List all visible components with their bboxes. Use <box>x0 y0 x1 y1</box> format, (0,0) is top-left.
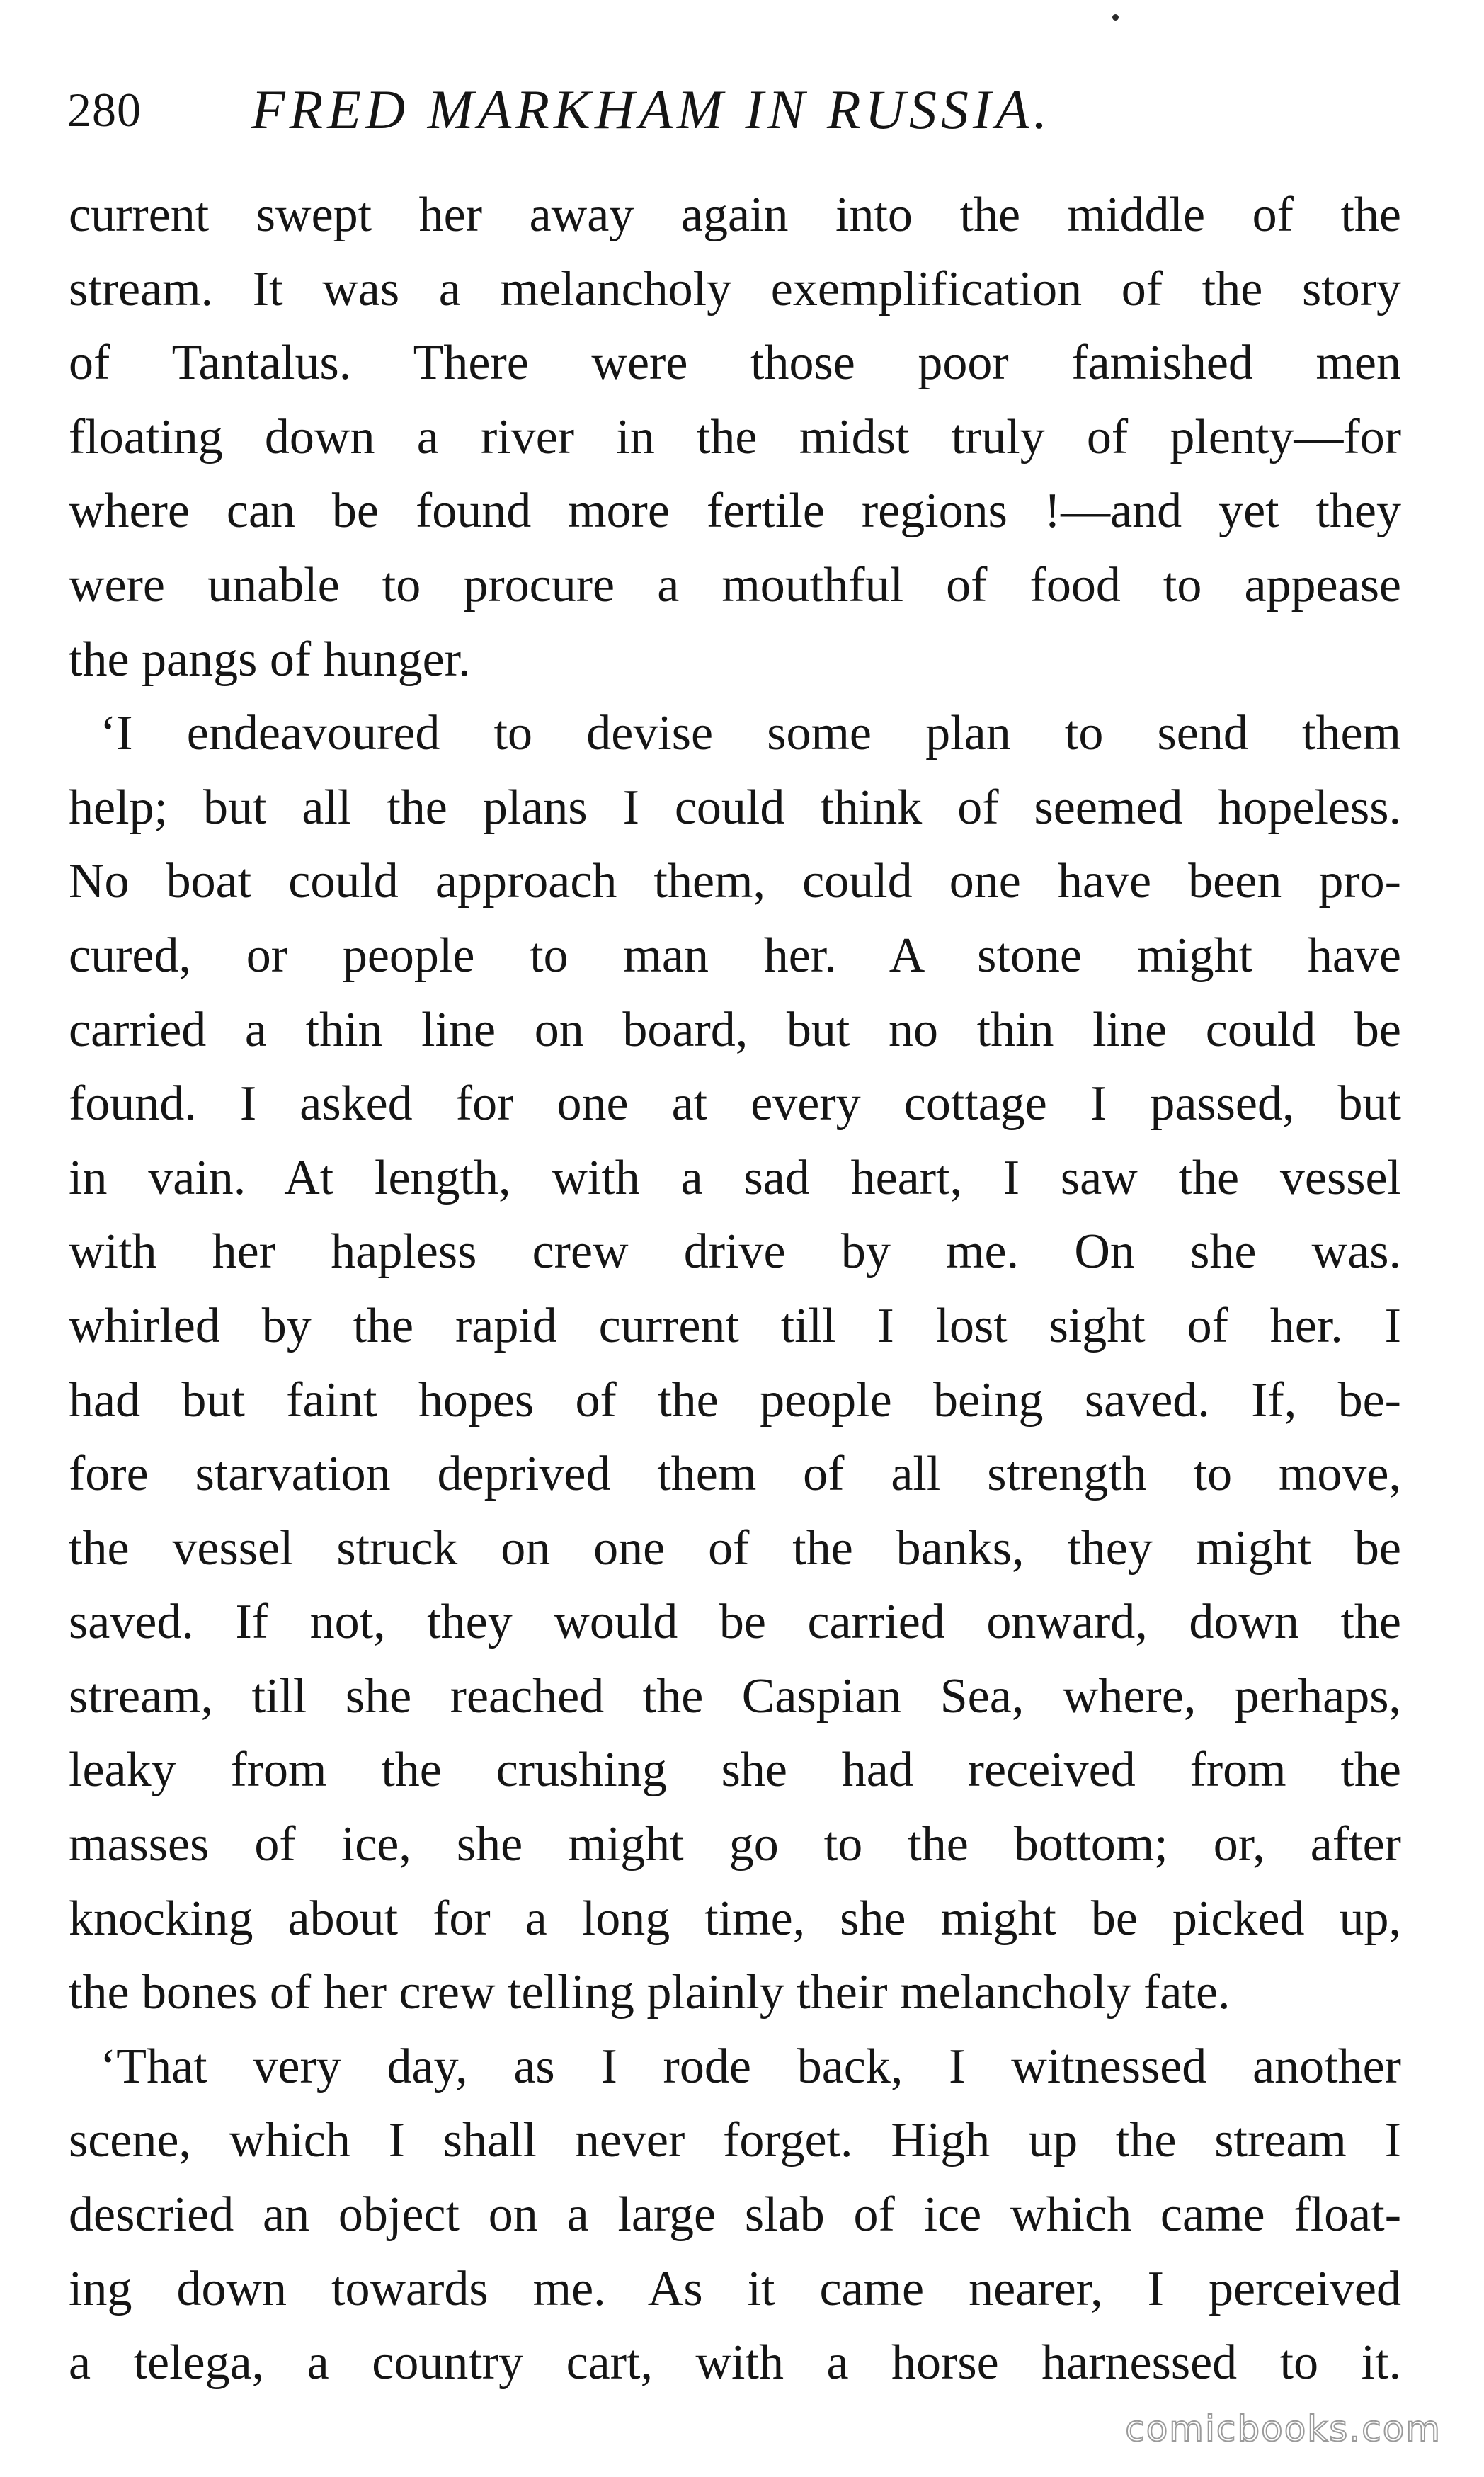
text-line: had but faint hopes of the people being saved. If, be- <box>69 1372 1401 1428</box>
text-line: floating down a river in the midst truly of plenty—for <box>69 409 1401 465</box>
text-line: descried an object on a large slab of ice which came float- <box>69 2187 1401 2243</box>
text-line: with her hapless crew drive by me. On she was. <box>69 1224 1401 1280</box>
text-line: in vain. At length, with a sad heart, I saw the vessel <box>69 1150 1401 1205</box>
text-line: ing down towards me. As it came nearer, I perceived <box>69 2261 1401 2316</box>
text-line: leaky from the crushing she had received from the <box>69 1743 1401 1798</box>
text-line: were unable to procure a mouthful of food to appease <box>69 557 1401 613</box>
text-line: the bones of her crew telling plainly their melancholy fate. <box>69 1965 1231 2020</box>
text-line: scene, which I shall never forget. High up the stream I <box>69 2113 1401 2168</box>
text-line: masses of ice, she might go to the bottom; or, after <box>69 1817 1401 1872</box>
text-line: a telega, a country cart, with a horse harnessed to it. <box>69 2335 1401 2391</box>
page-header <box>67 71 1405 149</box>
text-line: carried a thin line on board, but no thin line could be <box>69 1002 1401 1057</box>
text-line: saved. If not, they would be carried onward, down the <box>69 1595 1401 1650</box>
text-line: the vessel struck on one of the banks, they might be <box>69 1520 1401 1576</box>
text-line: current swept her away again into the middle of the <box>69 188 1401 242</box>
text-line: cured, or people to man her. A stone might have <box>69 928 1401 983</box>
text-line: knocking about for a long time, she might be picked up, <box>69 1891 1401 1946</box>
text-line: where can be found more fertile regions !—and yet they <box>69 484 1401 539</box>
text-line: the pangs of hunger. <box>69 632 471 687</box>
text-line: whirled by the rapid current till I lost sight of her. I <box>69 1298 1401 1353</box>
text-line: stream, till she reached the Caspian Sea, where, perhaps, <box>69 1668 1401 1724</box>
text-line: fore starvation deprived them of all strength to move, <box>69 1447 1401 1502</box>
text-line: ‘I endeavoured to devise some plan to send them <box>100 706 1401 761</box>
text-line: of Tantalus. There were those poor famished men <box>69 336 1401 391</box>
text-line: No boat could approach them, could one have been pro- <box>69 854 1401 909</box>
text-line: help; but all the plans I could think of seemed hopeless. <box>69 780 1401 835</box>
page-number: 280 <box>67 83 142 137</box>
text-line: ‘That very day, as I rode back, I witnessed another <box>100 2039 1401 2094</box>
running-title: FRED MARKHAM IN RUSSIA. <box>251 79 1052 140</box>
text-line: found. I asked for one at every cottage I passed, but <box>69 1076 1401 1132</box>
ink-speck <box>1112 14 1119 21</box>
body-text <box>69 178 1401 2401</box>
watermark: comicbooks.com <box>1125 2408 1442 2449</box>
text-line: stream. It was a melancholy exemplification of the story <box>69 261 1401 317</box>
